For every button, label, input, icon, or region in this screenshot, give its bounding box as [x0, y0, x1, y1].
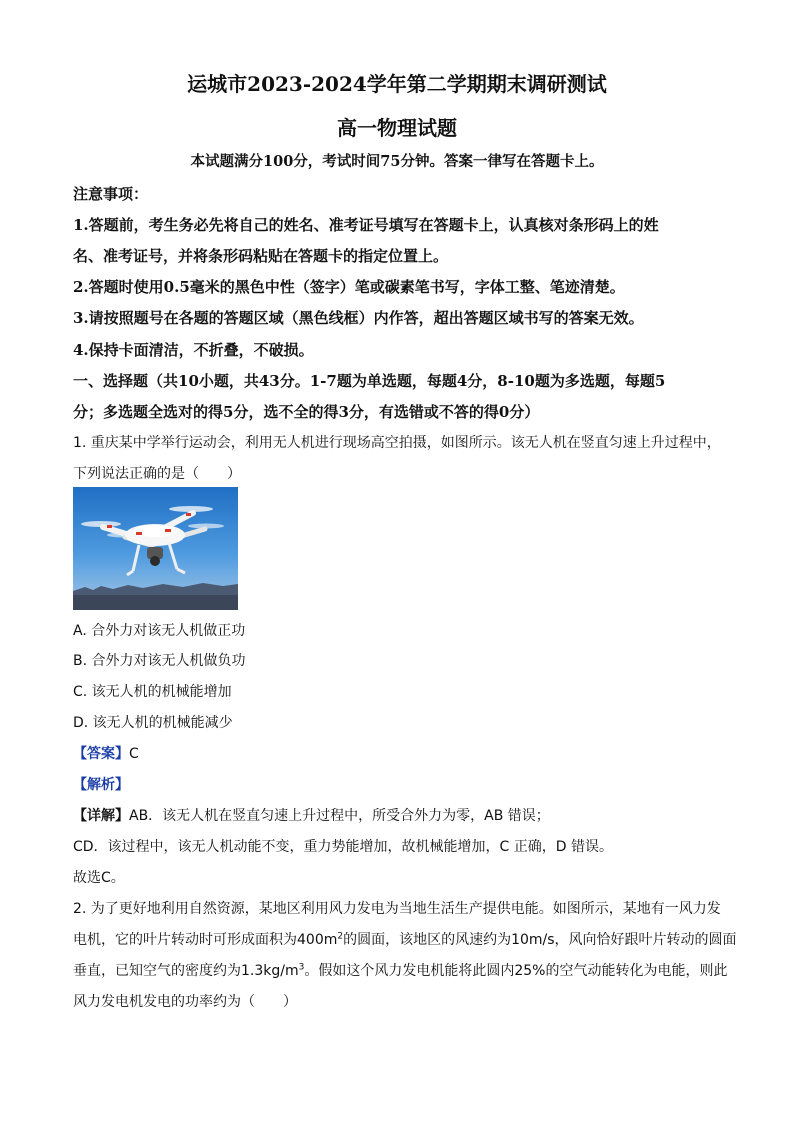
- drone-photo: [73, 487, 238, 610]
- detail-label: 【详解】: [73, 808, 129, 824]
- q1-conclusion: 故选C。: [73, 870, 125, 886]
- q1-detail-line-2: CD．该过程中，该无人机动能不变，重力势能增加，故机械能增加，C 正确，D 错误。: [73, 839, 614, 855]
- q2-line-3-pre: 垂直，已知空气的密度约为1.3kg/m: [73, 963, 299, 979]
- note-3: 3.请按照题号在各题的答题区域（黑色线框）内作答，超出答题区域书写的答案无效。: [73, 309, 644, 327]
- drone-image: [73, 487, 238, 610]
- q2-line-2: [73, 929, 737, 949]
- q1-answer: [73, 743, 723, 763]
- note-1-line-2: 名、准考证号，并将条形码粘贴在答题卡的指定位置上。: [73, 247, 449, 265]
- analysis-label: 【解析】: [73, 777, 129, 793]
- q2-line-2-pre: 电机，它的叶片转动时可形成面积为400m: [73, 932, 338, 948]
- q2-line-3-sup: 3: [298, 962, 305, 973]
- subject-title: 高一物理试题: [337, 116, 457, 140]
- note-1-line-1: 1.答题前，考生务必先将自己的姓名、准考证号填写在答题卡上，认真核对条形码上的姓: [73, 216, 659, 234]
- q2-line-1: 2. 为了更好地利用自然资源，某地区利用风力发电为当地生活生产提供电能。如图所示，某地有一风力发: [73, 901, 721, 917]
- q1-option-c: C. 该无人机的机械能增加: [73, 684, 232, 700]
- answer-label: 【答案】: [73, 746, 129, 762]
- q1-analysis-label: [73, 774, 723, 794]
- q1-detail-line-1: [73, 805, 723, 825]
- q2-line-2-post: 的圆面，该地区的风速约为10m/s，风向恰好跟叶片转动的圆面: [343, 932, 737, 948]
- note-4: 4.保持卡面清洁，不折叠，不破损。: [73, 341, 314, 359]
- exam-title: 运城市2023-2024学年第二学期期末调研测试: [187, 72, 607, 96]
- q2-line-4: 风力发电机发电的功率约为（ ）: [73, 994, 297, 1010]
- section-1-line-2: 分；多选题全选对的得5分，选不全的得3分，有选错或不答的得0分）: [73, 403, 540, 421]
- q1-stem-line-1: 1. 重庆某中学举行运动会，利用无人机进行现场高空拍摄，如图所示。该无人机在竖直匀速上升过程中，: [73, 435, 721, 451]
- q2-line-3: [73, 960, 728, 980]
- note-2: 2.答题时使用0.5毫米的黑色中性（签字）笔或碳素笔书写，字体工整、笔迹清楚。: [73, 278, 625, 296]
- notes-heading: 注意事项：: [73, 185, 149, 203]
- q2-line-2-sup: 2: [337, 931, 344, 942]
- detail-text-1: AB．该无人机在竖直匀速上升过程中，所受合外力为零，AB 错误；: [129, 808, 550, 824]
- q2-line-3-post: 。假如这个风力发电机能将此圆内25%的空气动能转化为电能，则此: [304, 963, 728, 979]
- exam-info: 本试题满分100分，考试时间75分钟。答案一律写在答题卡上。: [190, 153, 604, 170]
- section-1-line-1: 一、选择题（共10小题，共43分。1-7题为单选题，每题4分，8-10题为多选题，每题5: [73, 372, 666, 390]
- q1-stem-line-2: 下列说法正确的是（ ）: [73, 466, 241, 482]
- answer-value: C: [129, 746, 139, 762]
- q1-option-d: D. 该无人机的机械能减少: [73, 715, 233, 731]
- q1-option-b: B. 合外力对该无人机做负功: [73, 653, 246, 669]
- q1-option-a: A. 合外力对该无人机做正功: [73, 623, 246, 639]
